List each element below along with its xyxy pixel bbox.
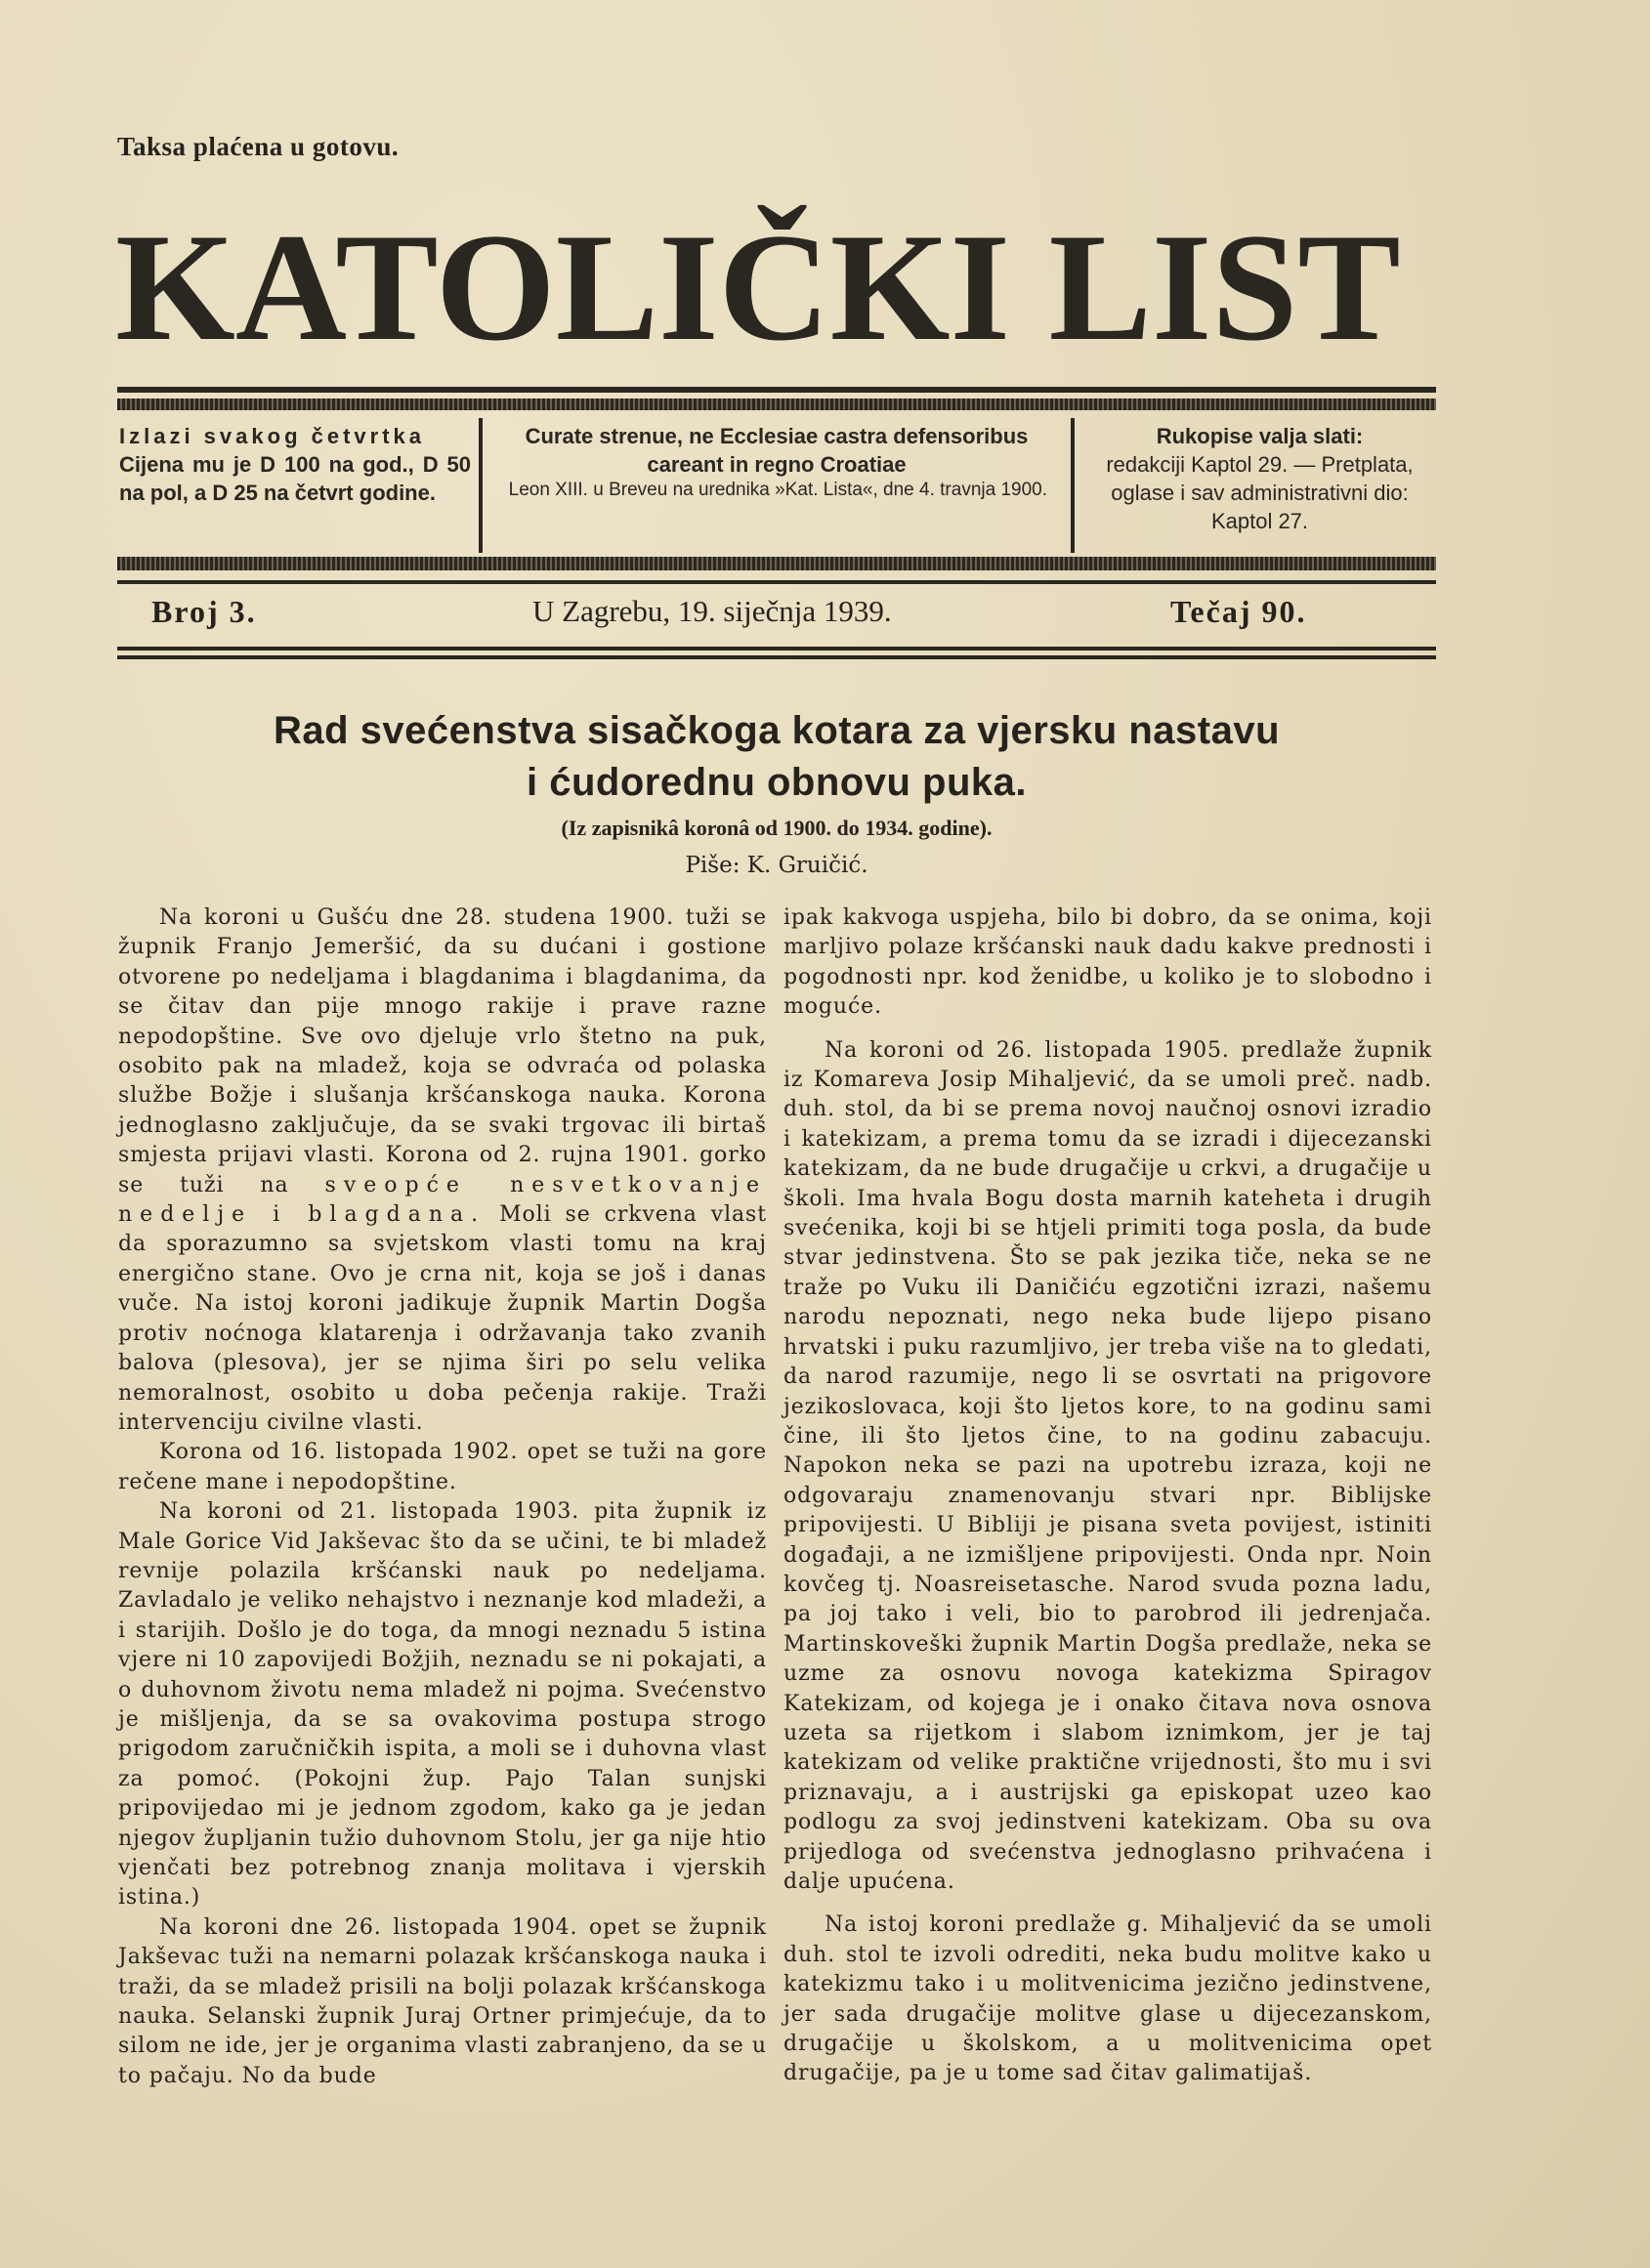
paragraph: ipak kakvoga uspjeha, bilo bi dobro, da se onima, koji marljivo polaze kršćanski nauk dadu kakve prednosti i pogodnosti npr. kod ženidbe, u koliko je to slobodno i moguće. xyxy=(783,905,1432,1020)
title-line: Rad svećenstva sisačkoga kotara za vjersku nastavu xyxy=(274,709,1280,752)
text: Na koroni u Gušću dne 28. studena 1900. tuži se župnik Franjo Jemeršić, da su dućani i gostione otvorene po nedeljama i blagdanima i blagdanima, da se čitav dan pije mnogo rakije i prave razne nepodopštine. Sve ovo djeluje vrlo štetno na puk, osobito pak na mladež, koja se odvraća od polaska službe Božje i slušanja kršćanskoga nauka. Korona jednoglasno zaključuje, da se svaki trgovac ili birtaš smjesta prijavi vlasti. Korona od 2. rujna 1901. gorko se tuži na xyxy=(118,905,767,1197)
masthead-title: KATOLIČKI LIST xyxy=(115,202,1401,373)
title-line: i ćudorednu obnovu puka. xyxy=(527,761,1027,804)
price-info: Cijena mu je D 100 na god., D 50 na pol, a D 25 na četvrt godine. xyxy=(119,452,471,505)
issue-number: Broj 3. xyxy=(151,594,257,629)
text: Moli se crkvena vlast da sporazumno sa svjetskom vlasti tomu na kraj energično stane. Ovo je crna nit, koja se još i danas vuče. Na istoj koroni jadikuje župnik Martin Dogša protiv noćnoga klatarenja i održavanja tako zvanih balova (plesova), jer se njima širi po selu velika nemoralnost, osobito u doba pečenja rakije. Traži intervenciju civilne vlasti. xyxy=(118,1202,767,1435)
address-text: redakciji Kaptol 29. — Pretplata, oglase i sav administrativni dio: Kaptol 27. xyxy=(1106,452,1414,533)
postage-note: Taksa plaćena u gotovu. xyxy=(117,132,400,161)
manuscripts-label: Rukopise valja slati: xyxy=(1156,424,1364,448)
divider xyxy=(117,387,1436,393)
paragraph: Na koroni od 26. listopada 1905. predlaže župnik iz Komareva Josip Mihaljević, da se umoli preč. nadb. duh. stol, da bi se prema novoj naučnoj osnovi izradio i katekizam, a prema tomu da se izradi i dijecezanski katekizam, da ne bude drugačije u crkvi, a drugačije u školi. Ima hvala Bogu dosta marnih kateheta i drugih svećenika, koji bi se htjeli primiti toga posla, da bude stvar jedinstvena. Što se pak jezika tiče, neka se ne traže po Vuku ili Daničiću egzotični izrazi, našemu narodu nepoznati, nego neka bude lijepo pisano hrvatski i puku razumljivo, jer treba više na to gledati, da narod razumije, nego li se osvrtati na prigovore jezikoslovaca, koji što ljetos kore, to na godinu sami čine, ili što ljetos čine, to na godinu zabacuju. Napokon neka se pazi na upotrebu izraza, koji ne odgovaraju znamenovanju stvari npr. Biblijske pripovijesti. U Bibliji je pisana sveta povijest, istiniti događaji, a ne izmišljene pripovijesti. Onda npr. Noin kovčeg tj. Noasreisetasche. Narod svuda pozna ladu, pa joj tako i veli, bio to parobrod ili jedrenjača. Martinskoveški župnik Martin Dogša predlaže, neka se uzme za osnovu novoga katekizma Spiragov Katekizam, od kojega je i onako čitava nova osnova uzeta sa rijetkom i slabom iznimkom, jer je taj katekizam od velike praktične vrijednosti, što mu i svi priznavaju, a i austrijski ga episkopat uzeo kao podlogu za svoj jedinstveni katekizam. Oba su ova prijedloga od svećenstva jednoglasno prihvaćena i dalje upućena. xyxy=(783,1037,1432,1894)
divider xyxy=(117,655,1436,659)
paragraph: Na koroni od 21. listopada 1903. pita župnik iz Male Gorice Vid Jakševac što da se učini, te bi mladež revnije polazila kršćanski nauk po nedeljama. Zavladalo je veliko nehajstvo i neznanje kod mladeži, a i starijih. Došlo je do toga, da mnogi neznadu 5 istina vjere ni 10 zapovijedi Božjih, neznadu se ni pokajati, a o duhovnom životu nema mladež ni pojma. Svećenstvo je mišljenja, da se sa ovakovima postupa strogo prigodom zaručničkih ispita, a moli se i duhovna vlast za pomoć. (Pokojni žup. Pajo Talan sunjski pripovijedao mi je jednom zgodom, kako ga je jedan njegov župljanin tužio duhovnom Stolu, jer ga nije htio vjenčati bez potrebnog znanja molitava i vjerskih istina.) xyxy=(118,1499,767,1911)
paragraph xyxy=(118,903,767,1438)
article-column-right xyxy=(783,903,1432,2089)
article-author: Piše: K. Gruičić. xyxy=(685,853,868,878)
motto-box xyxy=(498,422,1055,549)
emphasized-text: sveopće nesvetkovanje nedelje i blagdana. xyxy=(118,1172,767,1228)
divider xyxy=(117,580,1436,584)
dateline: U Zagrebu, 19. siječnja 1939. xyxy=(532,594,892,628)
paragraph: Korona od 16. listopada 1902. opet se tuži na gore rečene mane i nepodopštine. xyxy=(118,1440,767,1494)
address-info xyxy=(1086,422,1433,549)
article-subtitle: (Iz zapisnikâ koronâ od 1900. do 1934. godine). xyxy=(561,816,993,840)
divider xyxy=(1071,418,1075,553)
publication-frequency: Izlazi svakog četvrtka xyxy=(119,424,426,448)
motto-source: Leon XIII. u Breveu na urednika »Kat. Lista«, dne 4. travnja 1900. xyxy=(508,480,1047,500)
paragraph: Na istoj koroni predlaže g. Mihaljević da se umoli duh. stol te izvoli odrediti, neka budu molitve kako u katekizmu tako i u molitvenicima jezično jedinstvene, jer sada drugačije molitve glase u dijecezanskom, drugačije u školskom, a u molitvenicima opet drugačije, pa je u tome sad čitav galimatijaš. xyxy=(783,1912,1432,2086)
article-column-left xyxy=(118,903,767,2091)
divider xyxy=(479,418,483,553)
divider xyxy=(117,399,1436,410)
paragraph: Na koroni dne 26. listopada 1904. opet se župnik Jakševac tuži na nemarni polazak kršćanskoga nauka i traži, da se mladež prisili na bolji polazak kršćanskoga nauka. Selanski župnik Juraj Ortner primjećuje, da to silom ne ide, jer je organima vlasti zabranjeno, da se u to pačaju. No da bude xyxy=(118,1914,767,2088)
volume-number: Tečaj 90. xyxy=(1170,594,1307,629)
divider xyxy=(117,647,1436,651)
subscription-info xyxy=(119,422,471,549)
article-title xyxy=(117,705,1436,809)
motto: Curate strenue, ne Ecclesiae castra defensoribus careant in regno Croatiae xyxy=(525,424,1029,477)
divider xyxy=(117,557,1436,570)
